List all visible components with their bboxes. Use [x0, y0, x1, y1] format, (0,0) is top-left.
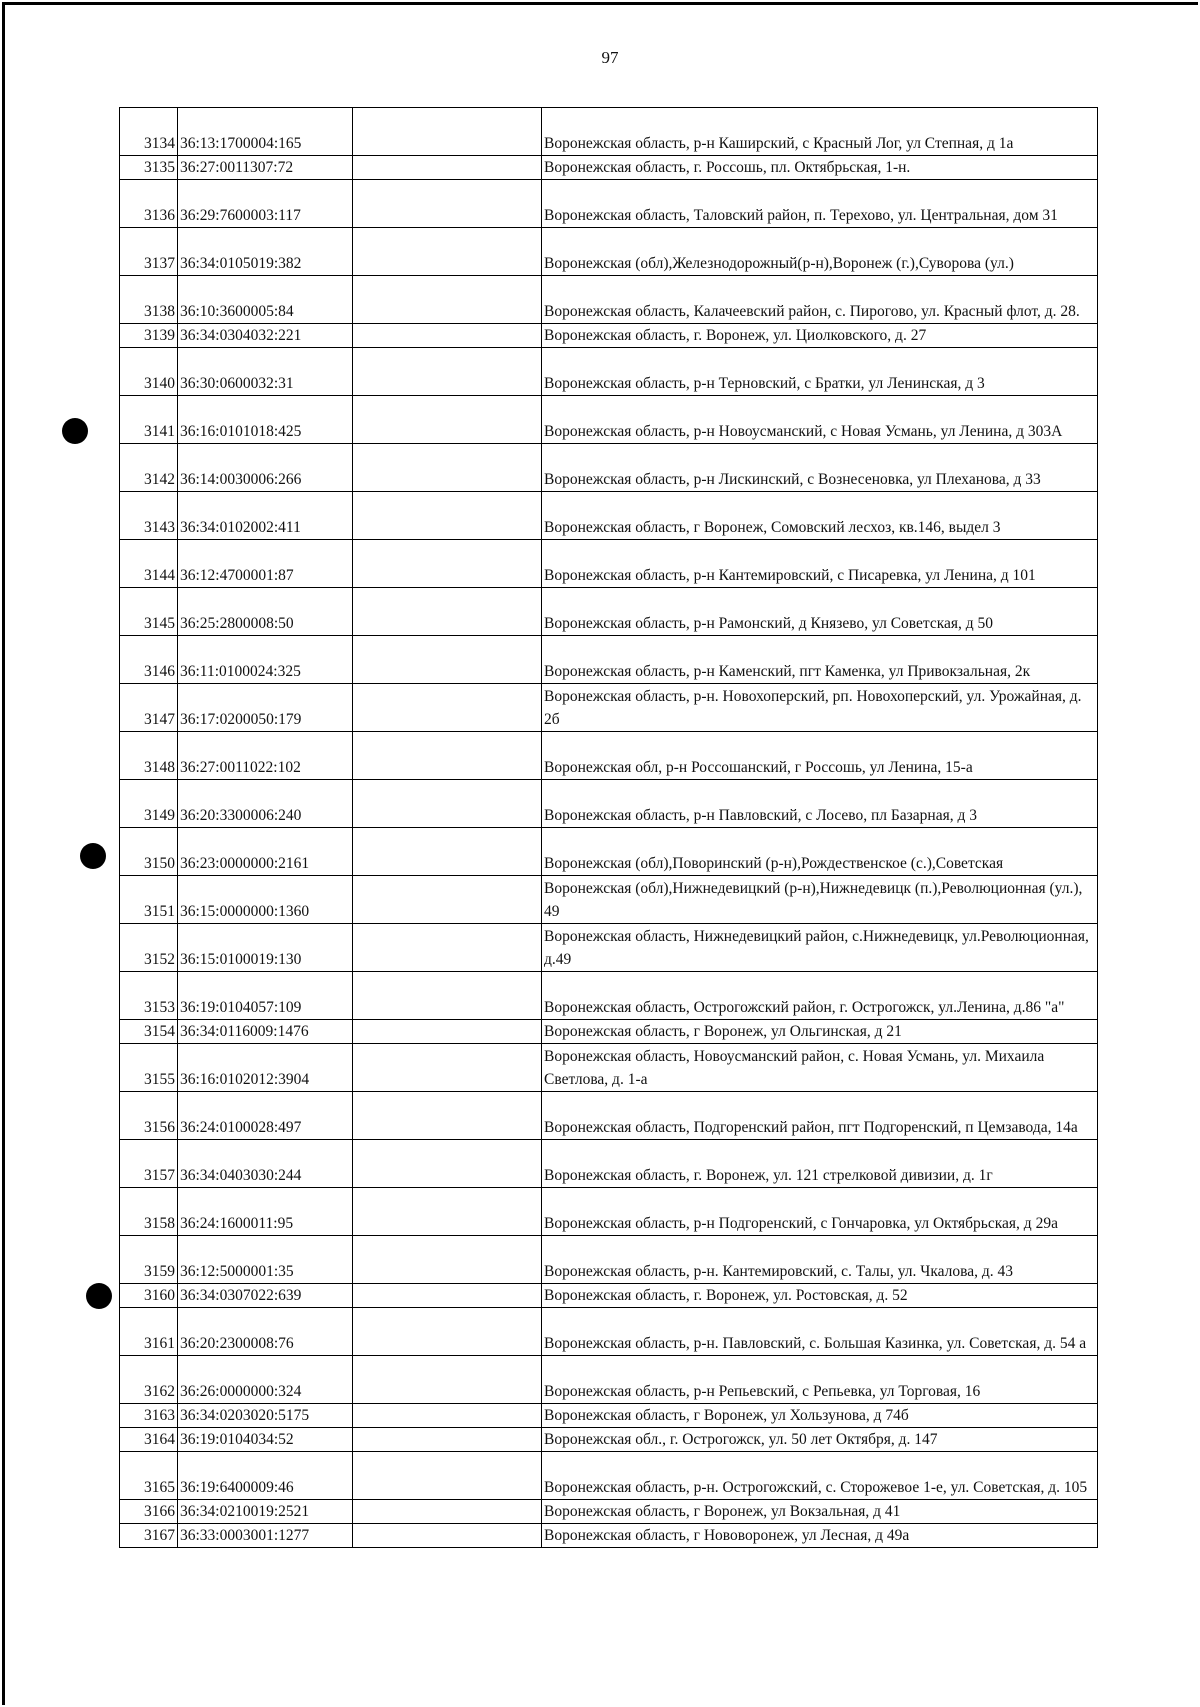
- cadastral-number: 36:12:4700001:87: [178, 540, 353, 588]
- punch-hole-mark: [62, 418, 88, 444]
- address: Воронежская область, Острогожский район, г. Острогожск, ул.Ленина, д.86 "а": [542, 972, 1098, 1020]
- cadastral-number: 36:19:0104034:52: [178, 1428, 353, 1452]
- table-row: [120, 444, 1098, 492]
- cadastral-number: 36:27:0011022:102: [178, 732, 353, 780]
- table-row: [120, 348, 1098, 396]
- table-row: [120, 1404, 1098, 1428]
- address: Воронежская область, р-н Подгоренский, с Гончаровка, ул Октябрьская, д 29а: [542, 1188, 1098, 1236]
- registry-table: [119, 107, 1098, 1548]
- cadastral-number: 36:34:0307022:639: [178, 1284, 353, 1308]
- cadastral-number: 36:23:0000000:2161: [178, 828, 353, 876]
- cadastral-number: 36:29:7600003:117: [178, 180, 353, 228]
- row-number: 3138: [120, 276, 178, 324]
- cadastral-number: 36:27:0011307:72: [178, 156, 353, 180]
- table-row: [120, 156, 1098, 180]
- table-row: [120, 828, 1098, 876]
- cadastral-number: 36:34:0116009:1476: [178, 1020, 353, 1044]
- table-row: [120, 276, 1098, 324]
- cadastral-number: 36:16:0102012:3904: [178, 1044, 353, 1092]
- cadastral-number: 36:13:1700004:165: [178, 108, 353, 156]
- cadastral-number: 36:24:1600011:95: [178, 1188, 353, 1236]
- empty-cell: [353, 1092, 542, 1140]
- empty-cell: [353, 180, 542, 228]
- cadastral-number: 36:34:0210019:2521: [178, 1500, 353, 1524]
- address: Воронежская область, р-н Павловский, с Лосево, пл Базарная, д 3: [542, 780, 1098, 828]
- row-number: 3164: [120, 1428, 178, 1452]
- address: Воронежская область, р-н Каменский, пгт Каменка, ул Привокзальная, 2к: [542, 636, 1098, 684]
- cadastral-number: 36:19:6400009:46: [178, 1452, 353, 1500]
- table-row: [120, 228, 1098, 276]
- row-number: 3148: [120, 732, 178, 780]
- empty-cell: [353, 684, 542, 732]
- row-number: 3134: [120, 108, 178, 156]
- punch-hole-mark: [80, 843, 106, 869]
- empty-cell: [353, 1284, 542, 1308]
- row-number: 3142: [120, 444, 178, 492]
- table-row: [120, 876, 1098, 924]
- row-number: 3139: [120, 324, 178, 348]
- empty-cell: [353, 1524, 542, 1548]
- empty-cell: [353, 588, 542, 636]
- address: Воронежская область, р-н Рамонский, д Князево, ул Советская, д 50: [542, 588, 1098, 636]
- empty-cell: [353, 540, 542, 588]
- cadastral-number: 36:15:0000000:1360: [178, 876, 353, 924]
- table-row: [120, 108, 1098, 156]
- empty-cell: [353, 492, 542, 540]
- row-number: 3146: [120, 636, 178, 684]
- address: Воронежская область, Новоусманский район, с. Новая Усмань, ул. Михаила Светлова, д. 1-а: [542, 1044, 1098, 1092]
- cadastral-number: 36:34:0203020:5175: [178, 1404, 353, 1428]
- cadastral-number: 36:34:0304032:221: [178, 324, 353, 348]
- empty-cell: [353, 348, 542, 396]
- table-row: [120, 1308, 1098, 1356]
- table-row: [120, 1284, 1098, 1308]
- empty-cell: [353, 396, 542, 444]
- address: Воронежская область, г. Воронеж, ул. Ростовская, д. 52: [542, 1284, 1098, 1308]
- row-number: 3135: [120, 156, 178, 180]
- table-row: [120, 636, 1098, 684]
- row-number: 3157: [120, 1140, 178, 1188]
- empty-cell: [353, 324, 542, 348]
- table-row: [120, 1428, 1098, 1452]
- row-number: 3152: [120, 924, 178, 972]
- address: Воронежская область, р-н Лискинский, с Вознесеновка, ул Плеханова, д 33: [542, 444, 1098, 492]
- address: Воронежская обл., г. Острогожск, ул. 50 лет Октября, д. 147: [542, 1428, 1098, 1452]
- empty-cell: [353, 1044, 542, 1092]
- cadastral-number: 36:30:0600032:31: [178, 348, 353, 396]
- address: Воронежская (обл),Поворинский (р-н),Рождественское (с.),Советская: [542, 828, 1098, 876]
- cadastral-number: 36:34:0105019:382: [178, 228, 353, 276]
- row-number: 3156: [120, 1092, 178, 1140]
- cadastral-number: 36:25:2800008:50: [178, 588, 353, 636]
- cadastral-number: 36:11:0100024:325: [178, 636, 353, 684]
- address: Воронежская (обл),Железнодорожный(р-н),Воронеж (г.),Суворова (ул.): [542, 228, 1098, 276]
- address: Воронежская область, р-н Кантемировский, с Писаревка, ул Ленина, д 101: [542, 540, 1098, 588]
- empty-cell: [353, 828, 542, 876]
- cadastral-number: 36:34:0403030:244: [178, 1140, 353, 1188]
- row-number: 3155: [120, 1044, 178, 1092]
- row-number: 3166: [120, 1500, 178, 1524]
- address: Воронежская область, Подгоренский район, пгт Подгоренский, п Цемзавода, 14а: [542, 1092, 1098, 1140]
- row-number: 3144: [120, 540, 178, 588]
- cadastral-number: 36:12:5000001:35: [178, 1236, 353, 1284]
- address: Воронежская область, р-н Новоусманский, с Новая Усмань, ул Ленина, д 303А: [542, 396, 1098, 444]
- address: Воронежская область, г Воронеж, Сомовский лесхоз, кв.146, выдел 3: [542, 492, 1098, 540]
- table-row: [120, 492, 1098, 540]
- cadastral-number: 36:34:0102002:411: [178, 492, 353, 540]
- table-row: [120, 684, 1098, 732]
- cadastral-number: 36:15:0100019:130: [178, 924, 353, 972]
- row-number: 3137: [120, 228, 178, 276]
- empty-cell: [353, 1236, 542, 1284]
- row-number: 3160: [120, 1284, 178, 1308]
- row-number: 3163: [120, 1404, 178, 1428]
- address: Воронежская (обл),Нижнедевицкий (р-н),Нижнедевицк (п.),Революционная (ул.), 49: [542, 876, 1098, 924]
- table-row: [120, 1188, 1098, 1236]
- address: Воронежская область, г Воронеж, ул Ольгинская, д 21: [542, 1020, 1098, 1044]
- table-row: [120, 1524, 1098, 1548]
- row-number: 3147: [120, 684, 178, 732]
- empty-cell: [353, 1356, 542, 1404]
- table-row: [120, 732, 1098, 780]
- row-number: 3153: [120, 972, 178, 1020]
- cadastral-number: 36:33:0003001:1277: [178, 1524, 353, 1548]
- address: Воронежская область, Нижнедевицкий район, с.Нижнедевицк, ул.Революционная, д.49: [542, 924, 1098, 972]
- table-row: [120, 324, 1098, 348]
- row-number: 3150: [120, 828, 178, 876]
- row-number: 3151: [120, 876, 178, 924]
- address: Воронежская область, г. Воронеж, ул. 121 стрелковой дивизии, д. 1г: [542, 1140, 1098, 1188]
- row-number: 3159: [120, 1236, 178, 1284]
- address: Воронежская область, р-н Каширский, с Красный Лог, ул Степная, д 1а: [542, 108, 1098, 156]
- row-number: 3149: [120, 780, 178, 828]
- row-number: 3143: [120, 492, 178, 540]
- registry-table-body: [120, 108, 1098, 1548]
- row-number: 3161: [120, 1308, 178, 1356]
- address: Воронежская область, г Нововоронеж, ул Лесная, д 49а: [542, 1524, 1098, 1548]
- address: Воронежская область, г Воронеж, ул Вокзальная, д 41: [542, 1500, 1098, 1524]
- empty-cell: [353, 1188, 542, 1236]
- address: Воронежская область, р-н. Павловский, с. Большая Казинка, ул. Советская, д. 54 а: [542, 1308, 1098, 1356]
- row-number: 3162: [120, 1356, 178, 1404]
- address: Воронежская область, р-н. Острогожский, с. Сторожевое 1-е, ул. Советская, д. 105: [542, 1452, 1098, 1500]
- table-row: [120, 1020, 1098, 1044]
- empty-cell: [353, 1308, 542, 1356]
- address: Воронежская область, Таловский район, п. Терехово, ул. Центральная, дом 31: [542, 180, 1098, 228]
- cadastral-number: 36:14:0030006:266: [178, 444, 353, 492]
- punch-hole-mark: [86, 1283, 112, 1309]
- table-row: [120, 924, 1098, 972]
- table-row: [120, 588, 1098, 636]
- address: Воронежская область, р-н Репьевский, с Репьевка, ул Торговая, 16: [542, 1356, 1098, 1404]
- row-number: 3158: [120, 1188, 178, 1236]
- empty-cell: [353, 1428, 542, 1452]
- empty-cell: [353, 780, 542, 828]
- empty-cell: [353, 972, 542, 1020]
- table-row: [120, 1044, 1098, 1092]
- empty-cell: [353, 732, 542, 780]
- table-row: [120, 180, 1098, 228]
- table-row: [120, 972, 1098, 1020]
- empty-cell: [353, 156, 542, 180]
- address: Воронежская область, р-н. Новохоперский, рп. Новохоперский, ул. Урожайная, д. 2б: [542, 684, 1098, 732]
- table-row: [120, 1140, 1098, 1188]
- row-number: 3167: [120, 1524, 178, 1548]
- empty-cell: [353, 1500, 542, 1524]
- row-number: 3136: [120, 180, 178, 228]
- address: Воронежская область, р-н. Кантемировский, с. Талы, ул. Чкалова, д. 43: [542, 1236, 1098, 1284]
- empty-cell: [353, 876, 542, 924]
- address: Воронежская область, р-н Терновский, с Братки, ул Ленинская, д 3: [542, 348, 1098, 396]
- cadastral-number: 36:24:0100028:497: [178, 1092, 353, 1140]
- cadastral-number: 36:10:3600005:84: [178, 276, 353, 324]
- empty-cell: [353, 924, 542, 972]
- empty-cell: [353, 276, 542, 324]
- table-row: [120, 540, 1098, 588]
- page-number: 97: [601, 48, 619, 67]
- empty-cell: [353, 636, 542, 684]
- cadastral-number: 36:26:0000000:324: [178, 1356, 353, 1404]
- cadastral-number: 36:20:3300006:240: [178, 780, 353, 828]
- empty-cell: [353, 228, 542, 276]
- empty-cell: [353, 444, 542, 492]
- empty-cell: [353, 108, 542, 156]
- empty-cell: [353, 1404, 542, 1428]
- empty-cell: [353, 1140, 542, 1188]
- cadastral-number: 36:20:2300008:76: [178, 1308, 353, 1356]
- table-row: [120, 1092, 1098, 1140]
- empty-cell: [353, 1020, 542, 1044]
- table-row: [120, 396, 1098, 444]
- row-number: 3145: [120, 588, 178, 636]
- row-number: 3140: [120, 348, 178, 396]
- cadastral-number: 36:17:0200050:179: [178, 684, 353, 732]
- empty-cell: [353, 1452, 542, 1500]
- table-row: [120, 1452, 1098, 1500]
- address: Воронежская область, г. Воронеж, ул. Циолковского, д. 27: [542, 324, 1098, 348]
- table-row: [120, 780, 1098, 828]
- address: Воронежская область, г Воронеж, ул Хользунова, д 74б: [542, 1404, 1098, 1428]
- row-number: 3165: [120, 1452, 178, 1500]
- row-number: 3154: [120, 1020, 178, 1044]
- cadastral-number: 36:16:0101018:425: [178, 396, 353, 444]
- address: Воронежская обл, р-н Россошанский, г Россошь, ул Ленина, 15-а: [542, 732, 1098, 780]
- address: Воронежская область, Калачеевский район, с. Пирогово, ул. Красный флот, д. 28.: [542, 276, 1098, 324]
- address: Воронежская область, г. Россошь, пл. Октябрьская, 1-н.: [542, 156, 1098, 180]
- table-row: [120, 1356, 1098, 1404]
- cadastral-number: 36:19:0104057:109: [178, 972, 353, 1020]
- table-row: [120, 1500, 1098, 1524]
- table-row: [120, 1236, 1098, 1284]
- row-number: 3141: [120, 396, 178, 444]
